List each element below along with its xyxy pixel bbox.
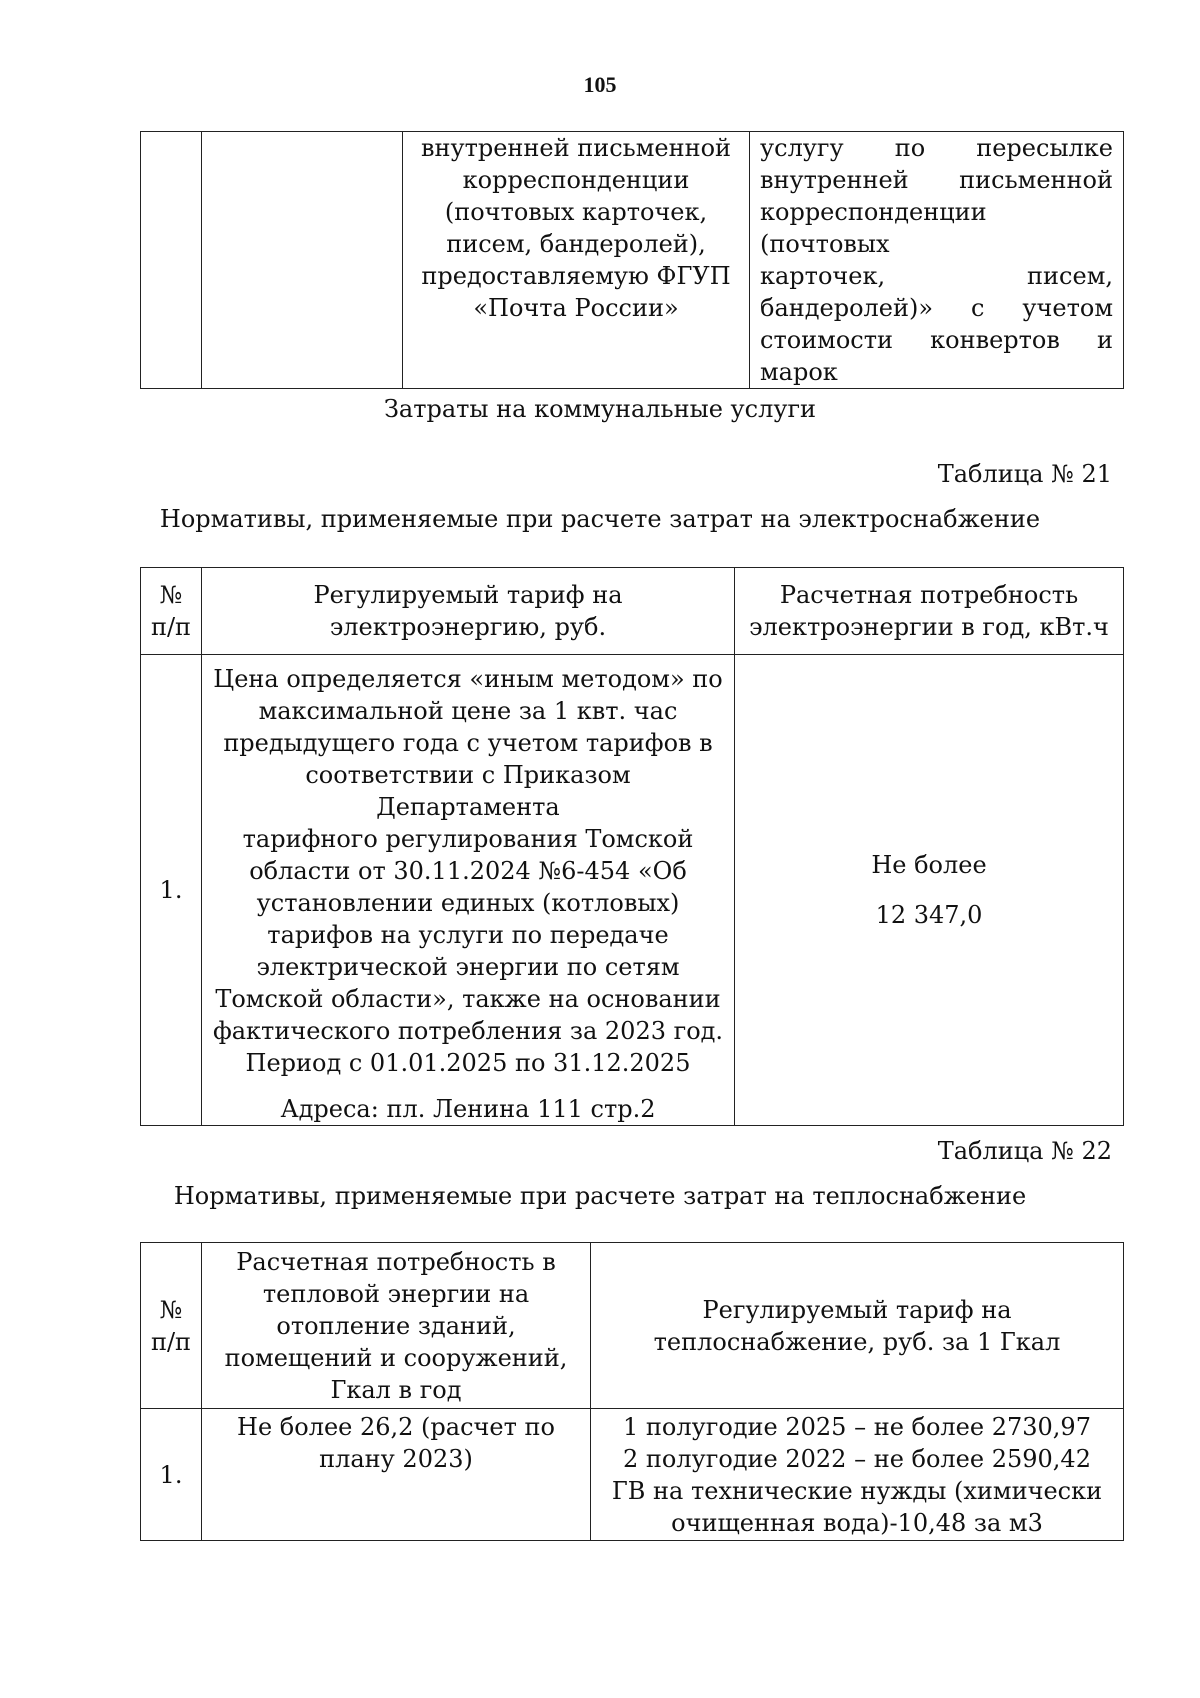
table-row [141,1409,1124,1541]
row-need: Не более 26,2 (расчет по плану 2023) [202,1409,591,1541]
table22-title: Нормативы, применяемые при расчете затрат на теплоснабжение [173,1182,1027,1210]
table22 [140,1242,1124,1541]
continuation-table [140,131,1124,389]
header-need: Расчетная потребность электроэнергии в год, кВт.ч [735,568,1124,655]
table22-caption: Таблица № 22 [937,1137,1112,1165]
header-need: Расчетная потребность в тепловой энергии на отопление зданий, помещений и сооружений, Гкал в год [202,1243,591,1409]
table-cell-num [141,132,202,389]
continuation-col4: услугу по пересылке внутренней письменной корреспонденции (почтовых карточек, писем, бандеролей)» с учетом стоимости конвертов и марок [750,132,1124,389]
header-num: № п/п [141,1243,202,1409]
table-row [141,132,1124,389]
header-tariff: Регулируемый тариф на электроэнергию, руб. [202,568,735,655]
table-cell-empty [202,132,403,389]
table21-caption: Таблица № 21 [937,460,1112,488]
row-num: 1. [141,655,202,1126]
section-heading: Затраты на коммунальные услуги [383,395,817,423]
table-row [141,655,1124,1126]
header-tariff: Регулируемый тариф на теплоснабжение, руб. за 1 Гкал [591,1243,1124,1409]
row-tariff: Цена определяется «иным методом» по максимальной цене за 1 квт. час предыдущего года с учетом тарифов в соответствии с Приказом Департамента тарифного регулирования Томской области от 30.11.2024 №6-454 «Об установлении единых (котловых) тарифов на услуги по передаче электрической энергии по сетям Томской области», также на основании фактического потребления за 2023 год. Период с 01.01.2025 по 31.12.2025 Адреса: пл. Ленина 111 стр.2 [202,655,735,1126]
row-num: 1. [141,1409,202,1541]
table-header-row [141,1243,1124,1409]
page-number: 105 [583,72,617,97]
continuation-col3: внутренней письменной корреспонденции (почтовых карточек, писем, бандеролей), предоставляемую ФГУП «Почта России» [403,132,750,389]
table-header-row [141,568,1124,655]
row-need: Не более 12 347,0 [735,655,1124,1126]
row-tariff: 1 полугодие 2025 – не более 2730,97 2 полугодие 2022 – не более 2590,42 ГВ на технические нужды (химически очищенная вода)-10,48 за м3 [591,1409,1124,1541]
table21-title: Нормативы, применяемые при расчете затрат на электроснабжение [159,505,1041,533]
header-num: № п/п [141,568,202,655]
address: Адреса: пл. Ленина 111 стр.2 [280,1095,656,1123]
table21 [140,567,1124,1126]
